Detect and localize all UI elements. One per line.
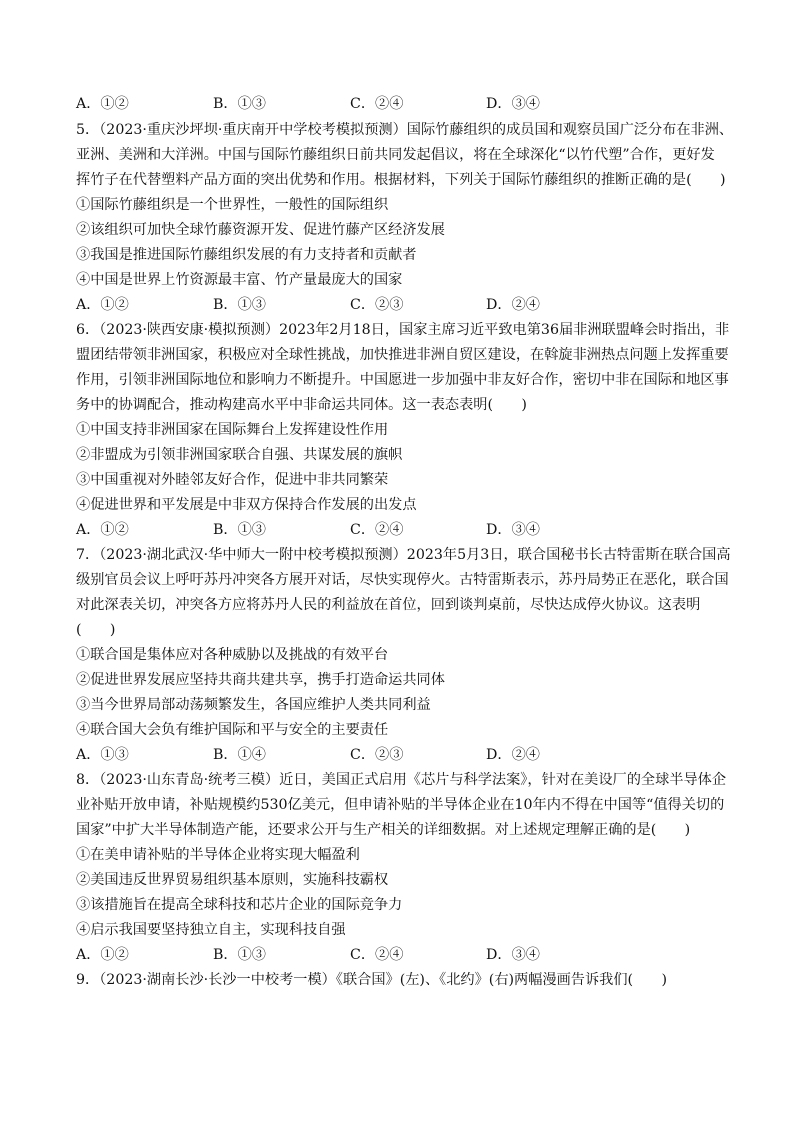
option-d[interactable]: D．③④ <box>486 522 540 538</box>
option-b[interactable]: B．①③ <box>213 947 266 963</box>
option-a[interactable]: A．①③ <box>76 747 129 763</box>
question-8-stem-line-1: 8．（2023·山东青岛·统考三模）近日，美国正式启用《芯片与科学法案》，针对在美设厂的全球半导体企 <box>76 772 727 788</box>
option-d[interactable]: D．③④ <box>486 96 540 112</box>
option-d[interactable]: D．③④ <box>486 947 540 963</box>
question-7-stem-line-1: 7．（2023·湖北武汉·华中师大一附中校考模拟预测）2023年5月3日，联合国秘书长古特雷斯在联合国高 <box>76 547 731 563</box>
question-6-stem-line-1: 6．（2023·陕西安康·模拟预测）2023年2月18日，国家主席习近平致电第36届非洲联盟峰会时指出，非 <box>76 322 730 338</box>
option-a[interactable]: A．①② <box>76 522 129 538</box>
question-6-stem-line-3: 作用，引领非洲国际地位和影响力不断提升。中国愿进一步加强中非友好合作，密切中非在国际和地区事 <box>76 372 729 388</box>
question-5-stem-line-1: 5．（2023·重庆沙坪坝·重庆南开中学校考模拟预测）国际竹藤组织的成员国和观察员国广泛分布在非洲、 <box>76 122 734 138</box>
option-b[interactable]: B．①③ <box>213 522 266 538</box>
question-5-stem-line-3: 挥竹子在代替塑料产品方面的突出优势和作用。根据材料，下列关于国际竹藤组织的推断正确的是( ) <box>76 172 726 188</box>
option-b[interactable]: B．①④ <box>213 747 266 763</box>
question-6-options <box>76 521 736 539</box>
question-8-stem-line-3: 国家”中扩大半导体制造产能，还要求公开与生产相关的详细数据。对上述规定理解正确的是( ) <box>76 822 691 838</box>
question-9-stem-line-1: 9．（2023·湖南长沙·长沙一中校考一模）《联合国》(左)、《北约》(右)两幅漫画告诉我们( ) <box>76 972 668 988</box>
top-options <box>76 95 736 113</box>
question-8-statement-1: ①在美申请补贴的半导体企业将实现大幅盈利 <box>76 847 360 863</box>
question-8-statement-4: ④启示我国要坚持独立自主，实现科技自强 <box>76 922 346 938</box>
question-5-statement-4: ④中国是世界上竹资源最丰富、竹产量最庞大的国家 <box>76 272 403 288</box>
option-c[interactable]: C．②④ <box>350 96 404 112</box>
question-5-statement-3: ③我国是推进国际竹藤组织发展的有力支持者和贡献者 <box>76 247 417 263</box>
option-a[interactable]: A．①② <box>76 297 129 313</box>
question-6-statement-4: ④促进世界和平发展是中非双方保持合作发展的出发点 <box>76 497 417 513</box>
option-b[interactable]: B．①③ <box>213 297 266 313</box>
question-8-options <box>76 946 736 964</box>
question-7-statement-3: ③当今世界局部动荡频繁发生，各国应维护人类共同利益 <box>76 697 431 713</box>
question-6-statement-2: ②非盟成为引领非洲国家联合自强、共谋发展的旗帜 <box>76 447 403 463</box>
question-7-stem-line-3: 对此深表关切，冲突各方应将苏丹人民的利益放在首位，回到谈判桌前，尽快达成停火协议。这表明 <box>76 597 701 613</box>
question-6-stem-line-4: 务中的协调配合，推动构建高水平中非命运共同体。这一表态表明( ) <box>76 397 527 413</box>
question-6-statement-1: ①中国支持非洲国家在国际舞台上发挥建设性作用 <box>76 422 389 438</box>
question-8-stem-line-2: 业补贴开放申请，补贴规模约530亿美元，但申请补贴的半导体企业在10年内不得在中国等“值得关切的 <box>76 797 725 813</box>
option-c[interactable]: C．②④ <box>350 947 404 963</box>
question-5-stem-line-2: 亚洲、美洲和大洋洲。中国与国际竹藤组织日前共同发起倡议，将在全球深化“以竹代塑”合作，更好发 <box>76 147 715 163</box>
option-c[interactable]: C．②③ <box>350 747 404 763</box>
question-5-statement-2: ②该组织可加快全球竹藤资源开发、促进竹藤产区经济发展 <box>76 222 445 238</box>
question-7-statement-4: ④联合国大会负有维护国际和平与安全的主要责任 <box>76 722 389 738</box>
question-8-statement-2: ②美国违反世界贸易组织基本原则，实施科技霸权 <box>76 872 389 888</box>
question-7-stem-line-2: 级别官员会议上呼吁苏丹冲突各方展开对话，尽快实现停火。古特雷斯表示，苏丹局势正在恶化，联合国 <box>76 572 729 588</box>
option-c[interactable]: C．②③ <box>350 297 404 313</box>
question-6-statement-3: ③中国重视对外睦邻友好合作，促进中非共同繁荣 <box>76 472 389 488</box>
question-7-options <box>76 746 736 764</box>
question-7-stem-line-4: ( ) <box>76 622 116 638</box>
option-d[interactable]: D．②④ <box>486 747 540 763</box>
option-a[interactable]: A．①② <box>76 947 129 963</box>
question-5-statement-1: ①国际竹藤组织是一个世界性，一般性的国际组织 <box>76 197 389 213</box>
question-8-statement-3: ③该措施旨在提高全球科技和芯片企业的国际竞争力 <box>76 897 403 913</box>
option-b[interactable]: B．①③ <box>213 96 266 112</box>
question-7-statement-1: ①联合国是集体应对各种威胁以及挑战的有效平台 <box>76 647 389 663</box>
option-a[interactable]: A．①② <box>76 96 129 112</box>
question-6-stem-line-2: 盟团结带领非洲国家，积极应对全球性挑战，加快推进非洲自贸区建设，在斡旋非洲热点问题上发挥重要 <box>76 347 729 363</box>
question-7-statement-2: ②促进世界发展应坚持共商共建共享，携手打造命运共同体 <box>76 672 445 688</box>
option-c[interactable]: C．②④ <box>350 522 404 538</box>
question-5-options <box>76 296 736 314</box>
option-d[interactable]: D．②④ <box>486 297 540 313</box>
